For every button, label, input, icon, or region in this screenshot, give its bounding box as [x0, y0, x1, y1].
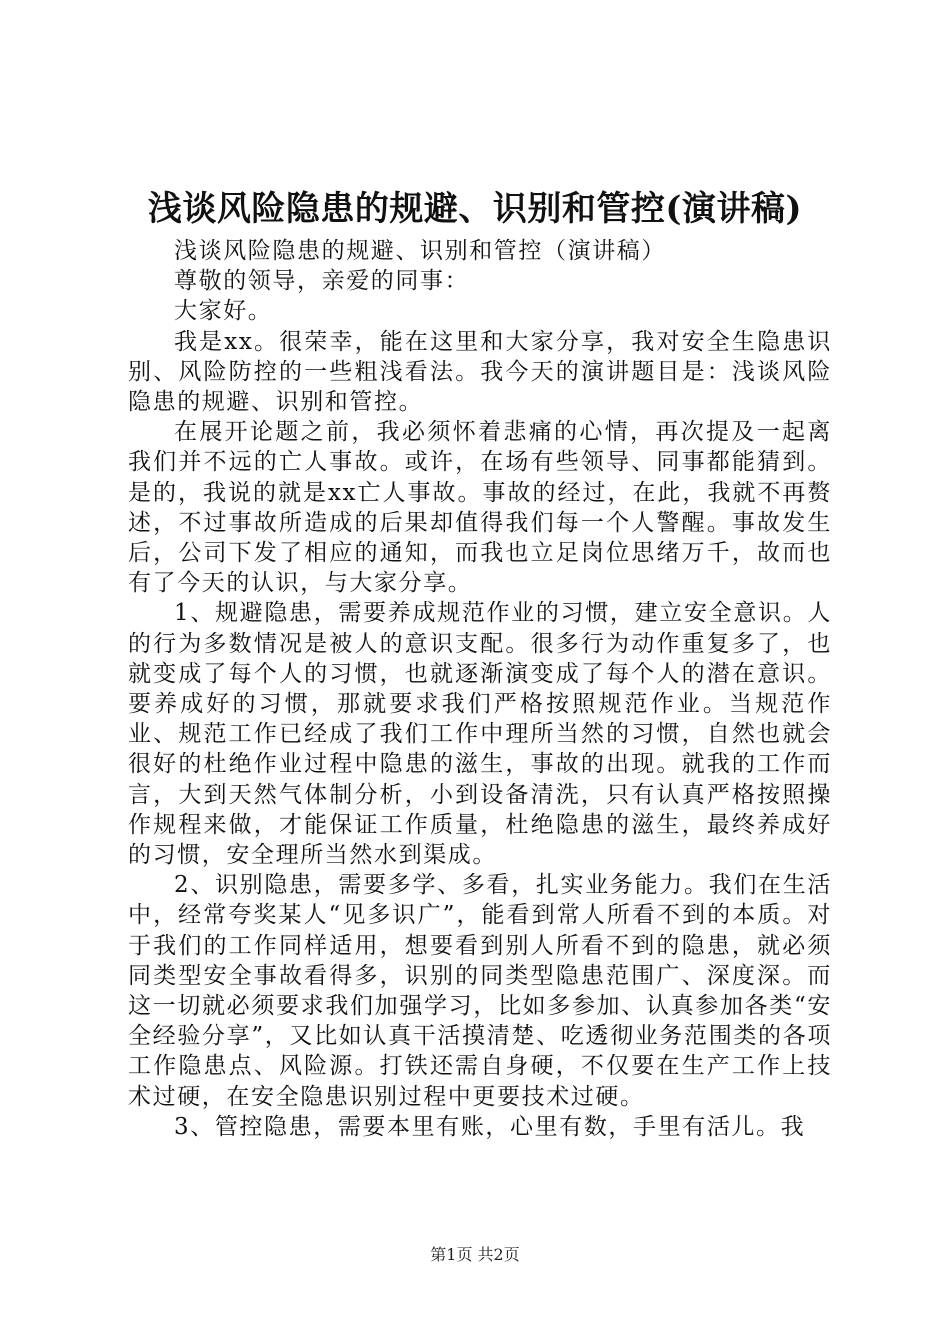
paragraph-salutation: 尊敬的领导，亲爱的同事：: [174, 268, 470, 295]
document-body: [128, 236, 832, 1142]
paragraph-point-1: 1、规避隐患，需要养成规范作业的习惯，建立安全意识。人的行为多数情况是被人的意识支配。很多行为动作重复多了，也就变成了每个人的习惯，也就逐渐演变成了每个人的潜在意识。要养成好的习惯，那就要求我们严格按照规范作业。当规范作业、规范工作已经成了我们工作中理所当然的习惯，自然也就会很好的杜绝作业过程中隐患的滋生，事故的出现。就我的工作而言，大到天然气体制分析，小到设备清洗，只有认真严格按照操作规程来做，才能保证工作质量，杜绝隐患的滋生，最终养成好的习惯，安全理所当然水到渠成。: [128, 600, 832, 869]
paragraph-background: 在展开论题之前，我必须怀着悲痛的心情，再次提及一起离我们并不远的亡人事故。或许，在场有些领导、同事都能猜到。是的，我说的就是xx亡人事故。事故的经过，在此，我就不再赘述，不过事故所造成的后果却值得我们每一个人警醒。事故发生后，公司下发了相应的通知，而我也立足岗位思绪万千，故而也有了今天的认识，与大家分享。: [128, 419, 832, 597]
paragraph-point-3: 3、管控隐患，需要本里有账，心里有数，手里有活儿。我: [174, 1113, 806, 1140]
page-footer: 第1页 共2页: [430, 1245, 520, 1264]
document-title: 浅谈风险隐患的规避、识别和管控(演讲稿): [147, 189, 803, 229]
paragraph-intro: 我是xx。很荣幸，能在这里和大家分享，我对安全生隐患识别、风险防控的一些粗浅看法。我今天的演讲题目是：浅谈风险隐患的规避、识别和管控。: [128, 328, 832, 416]
paragraph-point-2: 2、识别隐患，需要多学、多看，扎实业务能力。我们在生活中，经常夸奖某人“见多识广”，能看到常人所看不到的本质。对于我们的工作同样适用，想要看到别人所看不到的隐患，就必须同类型安全事故看得多，识别的同类型隐患范围广、深度深。而这一切就必须要求我们加强学习，比如多参加、认真参加各类“安全经验分享”，又比如认真干活摸清楚、吃透彻业务范围类的各项工作隐患点、风险源。打铁还需自身硬，不仅要在生产工作上技术过硬，在安全隐患识别过程中更要技术过硬。: [128, 872, 832, 1110]
paragraph-subtitle: 浅谈风险隐患的规避、识别和管控（演讲稿）: [174, 238, 666, 264]
paragraph-greeting: 大家好。: [174, 298, 273, 325]
